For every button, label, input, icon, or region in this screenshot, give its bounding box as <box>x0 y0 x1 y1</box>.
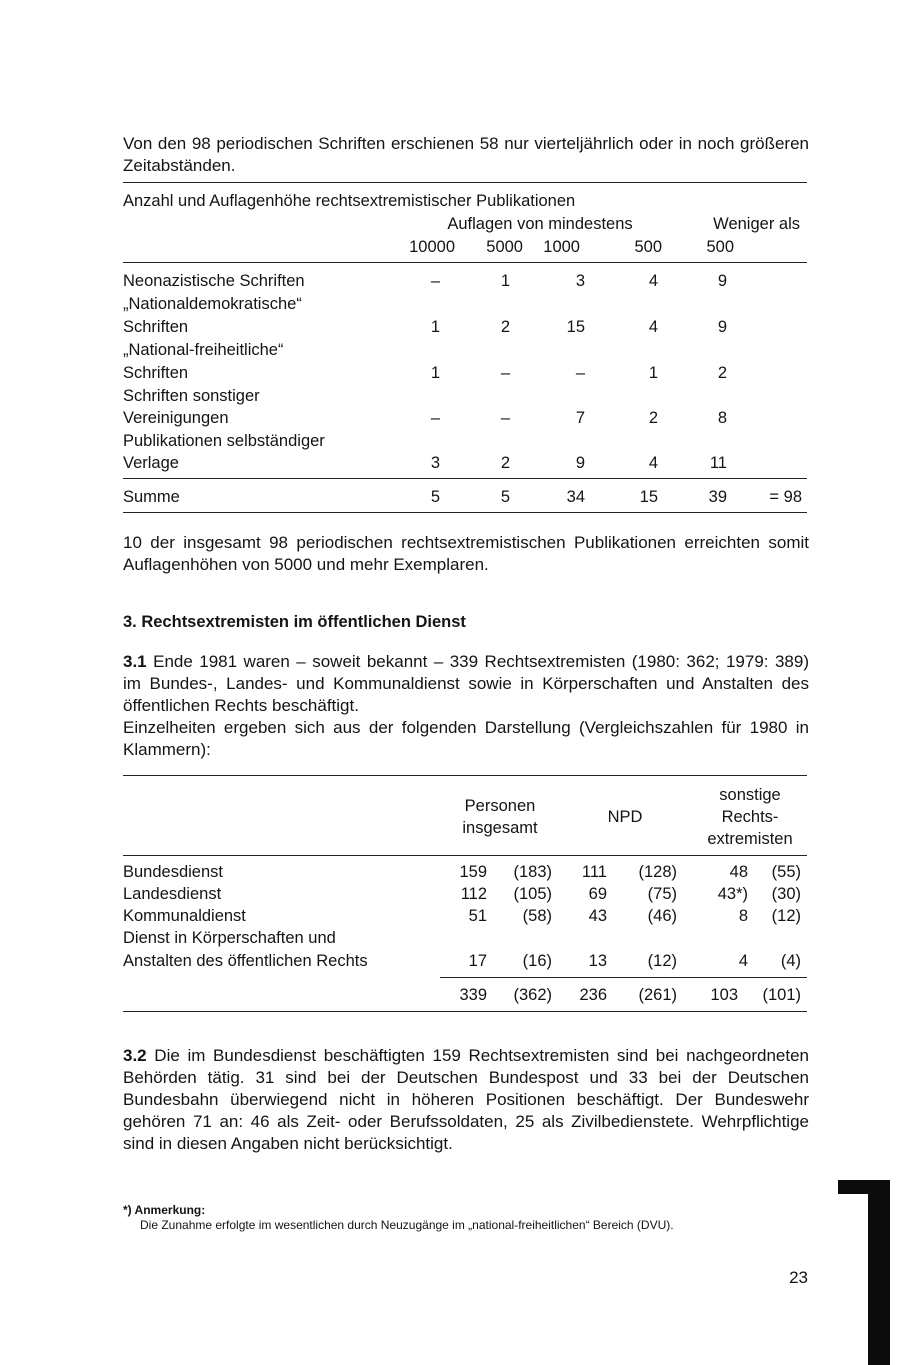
table1-group-header: Auflagen von mindestens <box>447 215 633 233</box>
table2-row-label: Landesdienst <box>123 885 222 903</box>
table1-header-rule <box>123 262 807 263</box>
table1-cell: 1 <box>648 364 658 382</box>
table1-bottom-rule <box>123 512 807 513</box>
table2-cell: 13 <box>588 952 607 970</box>
table2-cell: 112 <box>460 885 487 903</box>
table2-header-npd: NPD <box>607 808 643 826</box>
table2-cell: (75) <box>647 885 677 903</box>
table1-total: = 98 <box>769 488 802 506</box>
table2-bottom-rule <box>123 1011 807 1012</box>
table2-cell: 43*) <box>717 885 748 903</box>
table1-sum-cell: 15 <box>639 488 658 506</box>
table2-top-rule <box>123 775 807 776</box>
intro-paragraph: Von den 98 periodischen Schriften erschienen 58 nur vierteljährlich oder in noch größeren Zeitabständen. <box>123 134 809 175</box>
table2-cell: 51 <box>468 907 487 925</box>
table2-header-sonstige: Rechts- <box>721 808 779 826</box>
paragraph-3-2-text: Die im Bundesdienst beschäftigten 159 Rechtsextremisten sind bei nachgeordneten Behörden tätig. 31 sind bei der Deutschen Bundespost und 33 bei der Deutschen Bundesbahn überwiegend nicht in höheren Positionen beschäftigt. Der Bundeswehr gehören 71 an: 46 als Zeit- oder Berufssoldaten, 25 als Zivilbedienstete. Wehrpflichtige sind in diesen Angaben nicht berücksichtigt. <box>123 1046 809 1153</box>
table1-col-header: 1000 <box>543 238 580 256</box>
table1-sum-cell: 39 <box>708 488 727 506</box>
table1-cell: 2 <box>717 364 727 382</box>
table1-col-header: 500 <box>634 238 662 256</box>
table1-cell: 8 <box>717 409 727 427</box>
table1-row-label: Vereinigungen <box>123 409 229 427</box>
table1-title: Anzahl und Auflagenhöhe rechtsextremistischer Publikationen <box>123 192 576 210</box>
table2-header-rule <box>123 855 807 856</box>
table1-top-rule <box>123 182 807 183</box>
table2-cell: (12) <box>647 952 677 970</box>
table1-cell: 11 <box>709 454 727 472</box>
table2-total-rule <box>440 977 807 978</box>
paragraph-3-1 <box>123 651 809 717</box>
table2-cell: (128) <box>638 863 677 881</box>
table2-cell: 48 <box>729 863 748 881</box>
table2-total-cell: 236 <box>579 986 607 1004</box>
table2-row-label: Dienst in Körperschaften und <box>123 929 336 947</box>
table2-total-cell: (261) <box>638 986 677 1004</box>
table2-row-label: Bundesdienst <box>123 863 223 881</box>
table1-row-label: Schriften sonstiger <box>123 387 260 405</box>
table2-cell: (4) <box>780 952 801 970</box>
footnote-text: Die Zunahme erfolgte im wesentlichen durch Neuzugänge im „national-freiheitlichen“ Bereich (DVU). <box>140 1218 674 1232</box>
table2-cell: (12) <box>771 907 801 925</box>
table2-cell: 111 <box>581 863 607 881</box>
table1-cell: 1 <box>430 364 440 382</box>
table1-sum-cell: 5 <box>430 488 440 506</box>
table2-total-cell: (362) <box>513 986 552 1004</box>
table2-cell: 43 <box>588 907 607 925</box>
table1-cell: – <box>430 409 440 427</box>
table2-cell: (16) <box>522 952 552 970</box>
table1-cell: 3 <box>430 454 440 472</box>
table1-col-header: 500 <box>706 238 734 256</box>
table1-cell: 1 <box>500 272 510 290</box>
table2-cell: 8 <box>738 907 748 925</box>
table1-cell: 2 <box>500 318 510 336</box>
table2-header-sonstige: extremisten <box>707 830 793 848</box>
table1-sum-cell: 34 <box>566 488 585 506</box>
table1-row-label: „Nationaldemokratische“ <box>123 295 302 313</box>
table1-col-header: 5000 <box>486 238 523 256</box>
table1-cell: 4 <box>648 454 658 472</box>
table1-row-label: Schriften <box>123 364 189 382</box>
table2-cell: (58) <box>522 907 552 925</box>
table2-cell: 69 <box>588 885 607 903</box>
table2-cell: (30) <box>771 885 801 903</box>
footnote-marker: *) Anmerkung: <box>123 1203 206 1217</box>
table2-cell: (55) <box>771 863 801 881</box>
table1-cell: 4 <box>648 272 658 290</box>
table1-row-label: Neonazistische Schriften <box>123 272 305 290</box>
table1-weniger-header: Weniger als <box>713 215 800 233</box>
table2-row-label: Anstalten des öffentlichen Rechts <box>123 952 368 970</box>
table1-row-label: Publikationen selbständiger <box>123 432 325 450</box>
table2-cell: (105) <box>513 885 552 903</box>
table2-total-cell: 103 <box>710 986 738 1004</box>
table2-total-cell: (101) <box>762 986 801 1004</box>
table1-cell: 7 <box>575 409 585 427</box>
table1-col-header: 10000 <box>409 238 455 256</box>
table2-cell: (183) <box>513 863 552 881</box>
table2-cell: (46) <box>647 907 677 925</box>
page-number: 23 <box>789 1268 808 1287</box>
table2-header-personen: Personen <box>464 797 536 815</box>
summary-paragraph: 10 der insgesamt 98 periodischen rechtsextremistischen Publikationen erreichten somit Auflagenhöhen von 5000 und mehr Exemplaren. <box>123 533 809 574</box>
table1-cell: 4 <box>648 318 658 336</box>
paragraph-number: 3.1 <box>123 652 147 671</box>
table1-row-label: „National-freiheitliche“ <box>123 341 284 359</box>
table1-cell: – <box>500 364 510 382</box>
table1-cell: – <box>500 409 510 427</box>
table1-cell: 3 <box>575 272 585 290</box>
table1-cell: – <box>575 364 585 382</box>
paragraph-3-1-text: Ende 1981 waren – soweit bekannt – 339 Rechtsextremisten (1980: 362; 1979: 389) im Bundes-, Landes- und Kommunaldienst sowie in Körperschaften und Anstalten des öffentlichen Rechts beschäftigt. <box>123 652 809 715</box>
section-heading: 3. Rechtsextremisten im öffentlichen Dienst <box>123 613 466 631</box>
table2-header-sonstige: sonstige <box>719 786 781 804</box>
table2-cell: 4 <box>738 952 748 970</box>
paragraph-3-2 <box>123 1045 809 1155</box>
paragraph-number: 3.2 <box>123 1046 147 1065</box>
table1-row-label: Schriften <box>123 318 189 336</box>
table1-sum-label: Summe <box>123 488 180 506</box>
table1-sum-rule <box>123 478 807 479</box>
table2-header-personen: insgesamt <box>462 819 538 837</box>
table1-cell: 15 <box>566 318 585 336</box>
table1-cell: 9 <box>575 454 585 472</box>
table1-cell: 1 <box>430 318 440 336</box>
table1-cell: 2 <box>648 409 658 427</box>
table1-cell: 9 <box>717 318 727 336</box>
table2-row-label: Kommunaldienst <box>123 907 246 925</box>
table1-row-label: Verlage <box>123 454 179 472</box>
table1-sum-cell: 5 <box>500 488 510 506</box>
table1-cell: – <box>430 272 440 290</box>
table2-total-cell: 339 <box>459 986 487 1004</box>
table2-cell: 17 <box>468 952 487 970</box>
table1-cell: 9 <box>717 272 727 290</box>
paragraph-3-1-details: Einzelheiten ergeben sich aus der folgenden Darstellung (Vergleichszahlen für 1980 in Klammern): <box>123 718 809 759</box>
table2-cell: 159 <box>459 863 487 881</box>
table1-cell: 2 <box>500 454 510 472</box>
scan-edge-bar <box>868 1180 890 1365</box>
